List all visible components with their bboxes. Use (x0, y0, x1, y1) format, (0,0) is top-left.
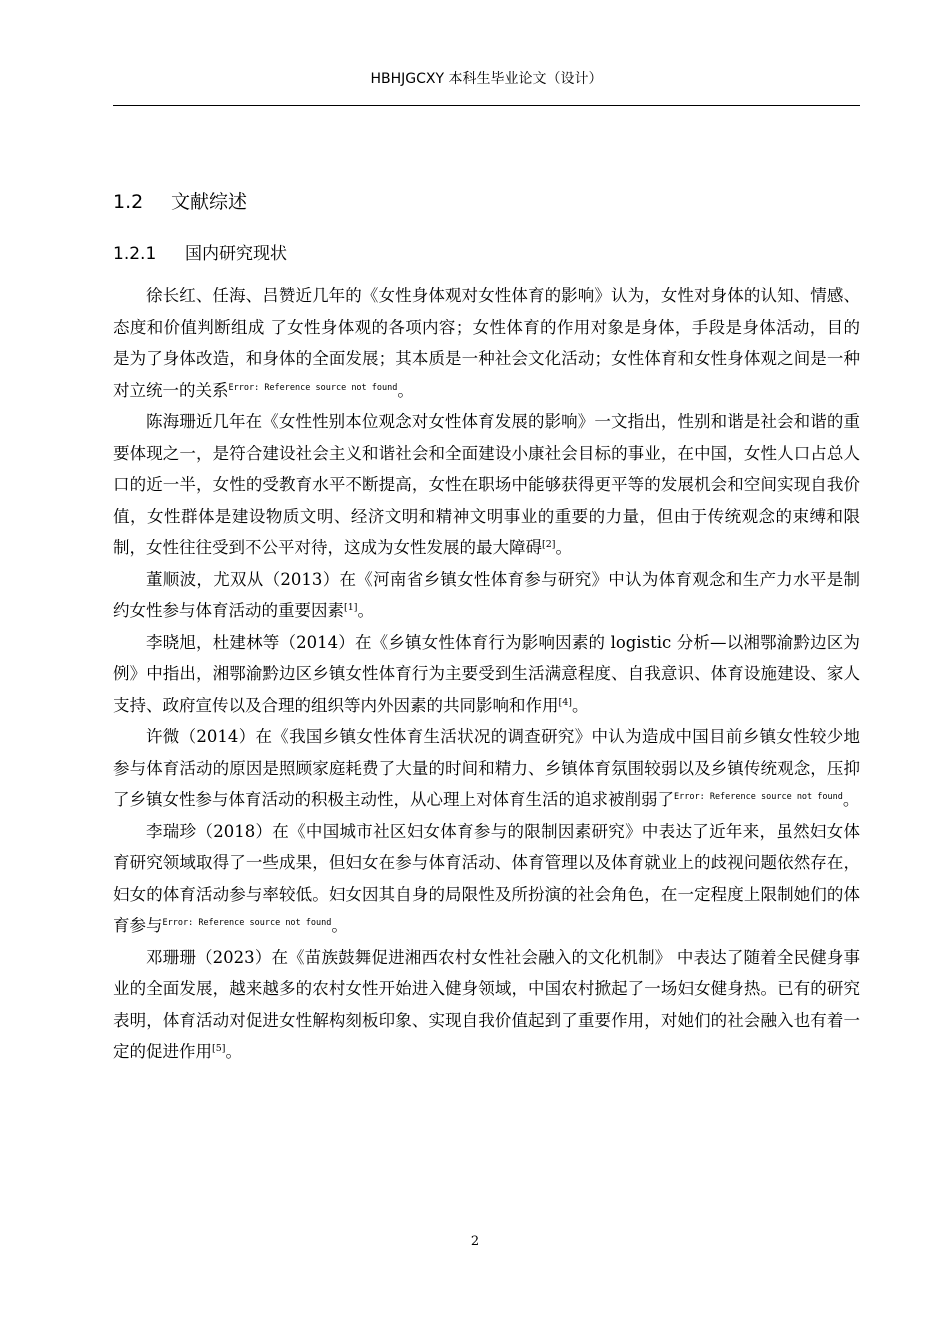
page-header-title: HBHJGCXY 本科生毕业论文（设计） (370, 71, 603, 87)
paragraph-end: 。 (397, 380, 414, 400)
section-title: 文献综述 (171, 191, 248, 213)
paragraph (113, 942, 860, 1068)
paragraph-text: 许微（2014）在《我国乡镇女性体育生活状况的调查研究》中认为造成中国目前乡镇女性较少地参与体育活动的原因是照顾家庭耗费了大量的时间和精力、乡镇体育氛围较弱以及乡镇传统观念，压抑了乡镇女性参与体育活动的积极主动性，从心理上对体育生活的追求被削弱了 (113, 727, 860, 809)
citation: [1] (344, 602, 358, 613)
paragraph-end: 。 (555, 538, 572, 557)
document-body (113, 280, 860, 1068)
paragraph-end: 。 (571, 695, 589, 715)
reference-error: Error: Reference source not found (162, 918, 332, 928)
paragraph-text: 邓珊珊（2023）在《苗族鼓舞促进湘西农村女性社会融入的文化机制》 中表达了随着全民健身事业的全面发展，越来越多的农村女性开始进入健身领域，中国农村掀起了一场妇女健身热。已有的研究表明，体育活动对促进女性解构刻板印象、实现自我价值起到了重要作用，对她们的社会融入也有着一定的促进作用 (113, 947, 860, 1061)
subsection-title: 国内研究现状 (185, 244, 287, 264)
citation: [4] (558, 696, 572, 708)
header-divider (113, 105, 860, 106)
paragraph-end: 。 (842, 790, 860, 809)
paragraph-text: 董顺波，尤双从（2013）在《河南省乡镇女性体育参与研究》中认为体育观念和生产力水平是制约女性参与体育活动的重要因素 (113, 569, 860, 620)
paragraph-text: 李晓旭，杜建林等（2014）在《乡镇女性体育行为影响因素的 logistic 分析—以湘鄂渝黔边区为例》中指出，湘鄂渝黔边区乡镇女性体育行为主要受到生活满意程度、自我意识、体育设施建设、家人支持、政府宣传以及合理的组织等内外因素的共同影响和作用 (113, 632, 860, 715)
paragraph (113, 564, 860, 627)
reference-error: Error: Reference source not found (228, 382, 398, 393)
paragraph-text: 徐长红、任海、吕赞近几年的《女性身体观对女性体育的影响》认为，女性对身体的认知、情感、态度和价值判断组成 了女性身体观的各项内容；女性体育的作用对象是身体，手段是身体活动，目的 是为了身体改造，和身体的全面发展；其本质是一种社会文化活动；女性体育和女性身体观之间是一种对立统一的关系 (113, 286, 860, 400)
reference-error: Error: Reference source not found (674, 792, 843, 802)
paragraph (113, 280, 860, 406)
paragraph-text: 李瑞珍（2018）在《中国城市社区妇女体育参与的限制因素研究》中表达了近年来，虽然妇女体育研究领域取得了一些成果，但妇女在参与体育活动、体育管理以及体育就业上的歧视问题依然存在，妇女的体育活动参与率较低。妇女因其自身的局限性及所扮演的社会角色，在一定程度上限制她们的体育参与 (113, 821, 860, 935)
paragraph (113, 627, 860, 722)
page-number: 2 (470, 1234, 480, 1249)
subsection-number: 1.2.1 (113, 244, 157, 264)
paragraph-end: 。 (225, 1042, 242, 1061)
paragraph-text: 陈海珊近几年在《女性性别本位观念对女性体育发展的影响》一文指出，性别和谐是社会和谐的重要体现之一，是符合建设社会主义和谐社会和全面建设小康社会目标的事业，在中国，女性人口占总人口的近一半，女性的受教育水平不断提高，女性在职场中能够获得更平等的发展机会和空间实现自我价值，女性群体是建设物质文明、经济文明和精神文明事业的重要的力量，但由于传统观念的束缚和限制，女性往往受到不公平对待，这成为女性发展的最大障碍 (113, 412, 860, 557)
citation: [2] (542, 539, 556, 550)
citation: [5] (212, 1043, 226, 1054)
paragraph (113, 406, 860, 564)
paragraph (113, 816, 860, 942)
subsection-heading (113, 242, 287, 266)
section-number: 1.2 (113, 191, 144, 213)
paragraph (113, 721, 860, 816)
section-heading (113, 189, 247, 215)
paragraph-end: 。 (331, 916, 348, 935)
paragraph-end: 。 (357, 601, 374, 620)
